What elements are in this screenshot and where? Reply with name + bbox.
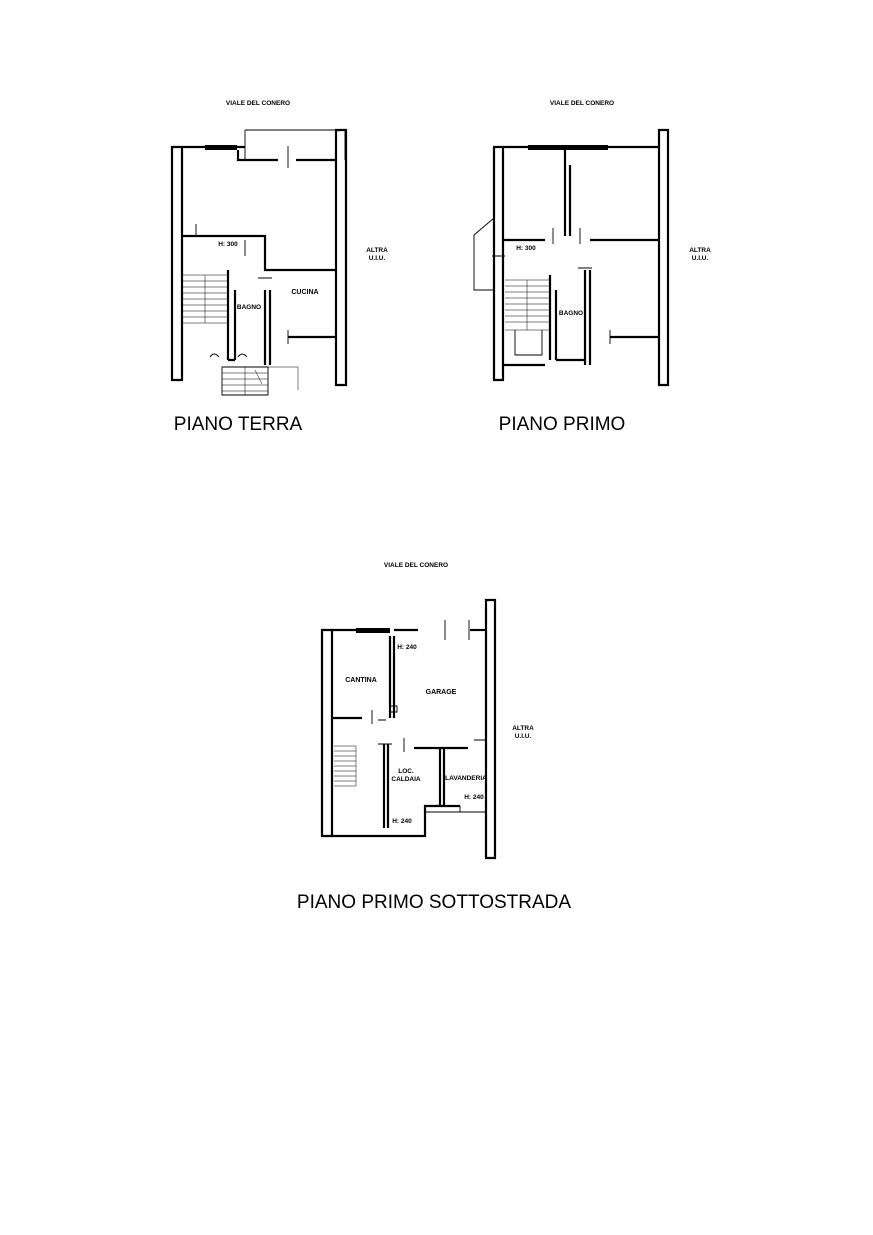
room-bagno: BAGNO (236, 304, 262, 311)
entrance-steps (210, 354, 298, 395)
east-wall (336, 130, 346, 385)
room-garage: GARAGE (425, 689, 457, 696)
neighbor-label-line1: ALTRA (689, 247, 711, 254)
street-label: VIALE DEL CONERO (383, 562, 449, 569)
window (205, 145, 237, 150)
partition-center (565, 150, 570, 236)
plan-piano-primo-sottostrada (297, 562, 571, 913)
east-wall (659, 130, 668, 385)
partition-bagno (550, 270, 590, 365)
plan-title: PIANO PRIMO (498, 414, 626, 435)
window (528, 145, 608, 150)
south-partition (503, 360, 585, 365)
staircase (182, 275, 228, 323)
street-label: VIALE DEL CONERO (549, 100, 615, 107)
partition-living (182, 236, 336, 270)
neighbor-label-line2: U.I.U. (368, 255, 386, 262)
street-label: VIALE DEL CONERO (225, 100, 291, 107)
neighbor-label-line2: U.I.U. (514, 733, 532, 740)
west-wall (172, 147, 182, 380)
neighbor-label-line1: ALTRA (512, 725, 534, 732)
east-wall (486, 600, 495, 858)
room-cantina: CANTINA (345, 677, 377, 684)
staircase (505, 280, 550, 355)
neighbor-label-line2: U.I.U. (691, 255, 709, 262)
room-bagno: BAGNO (558, 310, 584, 317)
door-marks (245, 240, 272, 278)
room-height: H: 300 (218, 241, 238, 248)
room-height-lavanderia: H: 240 (464, 794, 484, 801)
plan-piano-terra (172, 100, 388, 435)
room-lavanderia: LAVANDERIA (445, 775, 487, 782)
partition-caldaia-west (384, 744, 388, 828)
north-wall-middle (238, 150, 278, 160)
room-height-caldaia: H: 240 (392, 818, 412, 825)
west-wall (494, 147, 503, 380)
room-height-garage: H: 240 (397, 644, 417, 651)
bay-outline (474, 218, 494, 290)
neighbor-label-line1: ALTRA (366, 247, 388, 254)
plan-title: PIANO PRIMO SOTTOSTRADA (296, 892, 572, 913)
plan-title: PIANO TERRA (173, 414, 303, 435)
window (356, 628, 390, 633)
room-height: H: 300 (516, 245, 536, 252)
room-cucina: CUCINA (291, 289, 319, 296)
west-wall (322, 630, 332, 836)
room-caldaia-line2: CALDAIA (391, 776, 421, 783)
plan-piano-primo (474, 100, 711, 435)
room-caldaia-line1: LOC. (398, 768, 414, 775)
balcony-outline (245, 130, 345, 160)
partition-bagno-west (228, 270, 235, 360)
partition-bagno-east (265, 290, 270, 365)
staircase (334, 746, 356, 786)
